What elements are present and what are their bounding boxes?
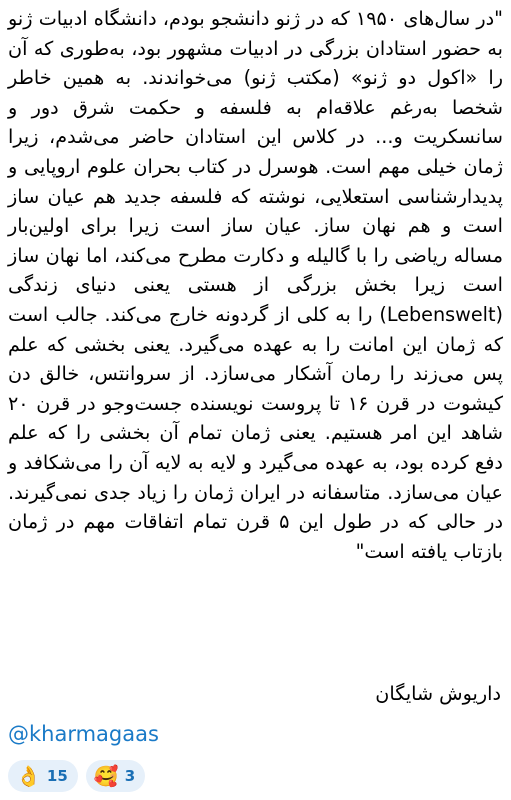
reaction-count: 3 [124, 767, 136, 785]
ok-hand-icon: 👌 [16, 764, 41, 788]
smiling-face-with-hearts-icon: 🥰 [93, 764, 119, 788]
author-signature: داریوش شایگان [375, 682, 501, 705]
message-body-text: "در سال‌های ۱۹۵۰ که در ژنو دانشجو بودم، دانشگاه ادبیات ژنو به حضور استادان بزرگی در ادبیات مشهور بود، به‌طوری که آن را «اکول دو ژنو» (مکتب ژنو) می‌خواندند. به همین خاطر شخصا به‌رغم علاقه‌ام به فلسفه و حکمت شرق دور و سانسکریت و... در کلاس این استادان حاضر می‌شدم، زیرا ژمان خیلی مهم است. هوسرل در کتاب بحران علوم اروپایی و پدیدارشناسی استعلایی، نوشته که فلسفه جدید هم عیان ساز است و هم نهان ساز. عیان ساز است زیرا برای اولین‌بار مساله ریاضی را با گالیله و دکارت مطرح می‌کند، اما نهان ساز است زیرا بخش بزرگی از هستی یعنی دنیای زندگی (Lebenswelt) را به کلی از گردونه خارج می‌کند. جالب است که ژمان این امانت را به عهده می‌گیرد. یعنی بخشی که علم پس می‌زند را رمان آشکار می‌سازد. از سروانتس، خالق دن کیشوت در قرن ۱۶ تا پروست نویسنده جست‌وجو در قرن ۲۰ شاهد این امر هستیم. یعنی ژمان تمام آن بخشی را که علم دفع کرده بود، به عهده می‌گیرد و لایه به لایه آن را می‌شکافد و عیان می‌سازد. متاسفانه در ایران ژمان را زیاد جدی نمی‌گیرند. در حالی که در طول این ۵ قرن تمام اتفاقات مهم در ژمان بازتاب یافته است" [1, 7, 504, 563]
reaction-count: 15 [46, 767, 68, 785]
reaction-smiling-face-with-hearts[interactable] [86, 760, 145, 792]
reactions-bar [8, 760, 145, 792]
reaction-ok-hand[interactable] [8, 760, 78, 792]
channel-handle-link[interactable]: @kharmagaas [8, 722, 159, 746]
